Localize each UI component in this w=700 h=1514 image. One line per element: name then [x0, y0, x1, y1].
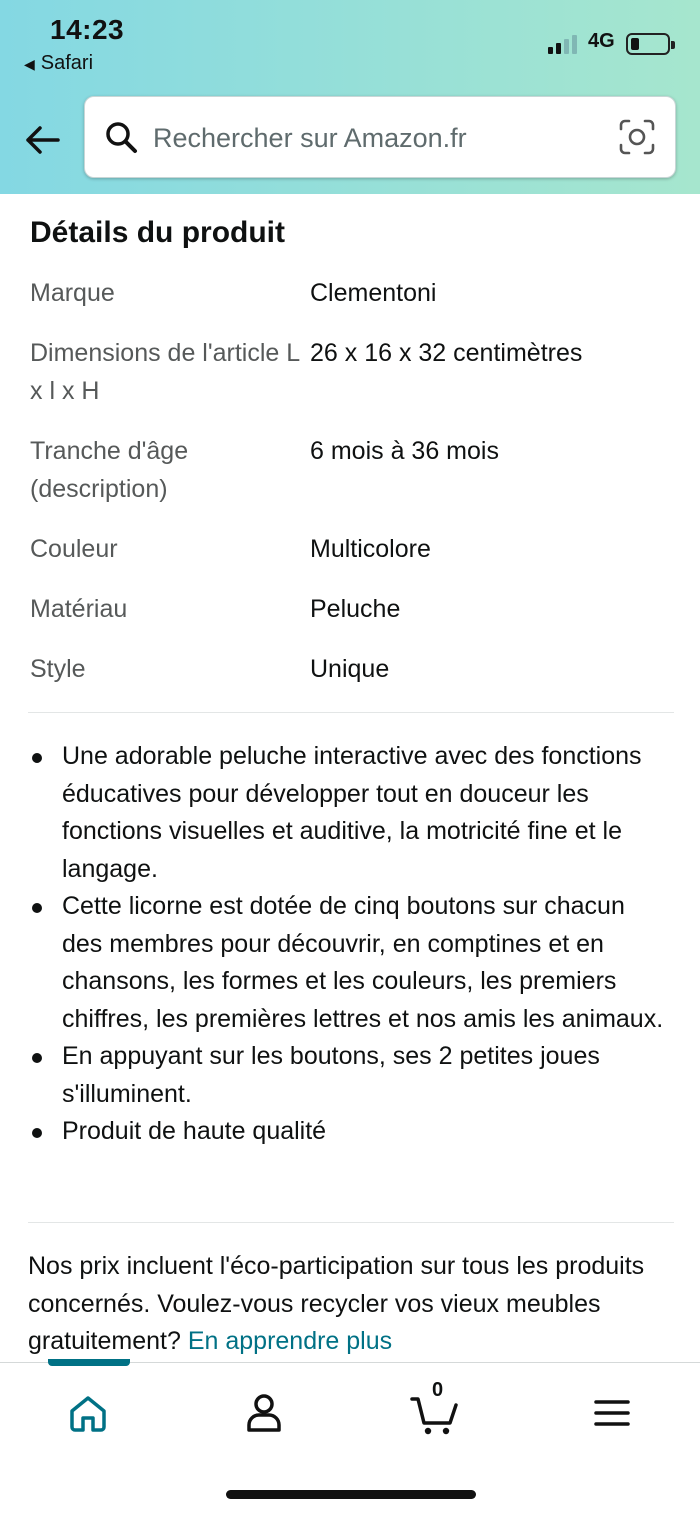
back-arrow-icon[interactable] [20, 118, 64, 162]
section-title: Détails du produit [30, 216, 285, 249]
detail-row-dimensions [30, 334, 670, 410]
detail-label: Dimensions de l'article L x l x H [30, 339, 300, 405]
menu-icon[interactable] [582, 1383, 642, 1443]
cart-button[interactable] [406, 1379, 466, 1443]
detail-value: Unique [310, 655, 390, 683]
detail-row-couleur [30, 530, 670, 568]
detail-label: Style [30, 655, 86, 683]
bullet-item: Cette licorne est dotée de cinq boutons sur chacun des membres pour découvrir, en comptines et en chansons, les formes et les couleurs, les premiers chiffres, les premières lettres et nos amis les animaux. [30, 888, 670, 1038]
detail-label: Couleur [30, 535, 118, 563]
status-time: 14:23 [50, 14, 125, 45]
detail-label: Marque [30, 279, 115, 307]
detail-label: Matériau [30, 595, 128, 623]
account-icon[interactable] [234, 1383, 294, 1443]
search-bar[interactable] [84, 96, 676, 178]
detail-row-style [30, 650, 670, 688]
detail-row-marque [30, 274, 670, 312]
signal-icon [548, 34, 580, 54]
detail-value: Peluche [310, 595, 401, 623]
search-icon[interactable] [103, 119, 141, 157]
product-content [0, 194, 700, 1362]
learn-more-link[interactable]: En apprendre plus [187, 1327, 393, 1355]
divider [28, 1222, 674, 1223]
cart-count-badge: 0 [432, 1379, 444, 1401]
bullet-item: En appuyant sur les boutons, ses 2 petites joues s'illuminent. [30, 1038, 670, 1113]
search-input[interactable] [153, 115, 593, 161]
camera-lens-icon[interactable] [617, 117, 657, 157]
eco-text: Nos prix incluent l'éco-participation sur tous les produits concernés. Voulez-vous recycler vos vieux meubles gratuitement? [28, 1252, 645, 1355]
back-to-app-link[interactable] [24, 52, 93, 75]
bullet-item: Produit de haute qualité [30, 1113, 670, 1151]
detail-label: Tranche d'âge (description) [30, 437, 189, 503]
divider [28, 712, 674, 713]
detail-value: 26 x 16 x 32 centimètres [310, 339, 583, 367]
detail-value: Multicolore [310, 535, 431, 563]
battery-icon [626, 33, 670, 55]
detail-value: Clementoni [310, 279, 437, 307]
active-tab-indicator [48, 1359, 130, 1366]
back-triangle-icon: ◀ [24, 56, 35, 72]
eco-participation-note [28, 1248, 678, 1361]
bullet-item: Une adorable peluche interactive avec des fonctions éducatives pour développer tout en douceur les fonctions visuelles et auditive, la motricité fine et le langage. [30, 738, 670, 888]
detail-value: 6 mois à 36 mois [310, 437, 499, 465]
detail-row-age [30, 432, 670, 508]
feature-bullets [30, 738, 670, 1151]
home-indicator[interactable] [226, 1490, 476, 1499]
network-type: 4G [588, 30, 615, 52]
back-app-label: Safari [40, 52, 94, 74]
header [0, 0, 700, 194]
product-details-table [30, 274, 670, 710]
home-icon[interactable] [58, 1383, 118, 1443]
detail-row-materiau [30, 590, 670, 628]
